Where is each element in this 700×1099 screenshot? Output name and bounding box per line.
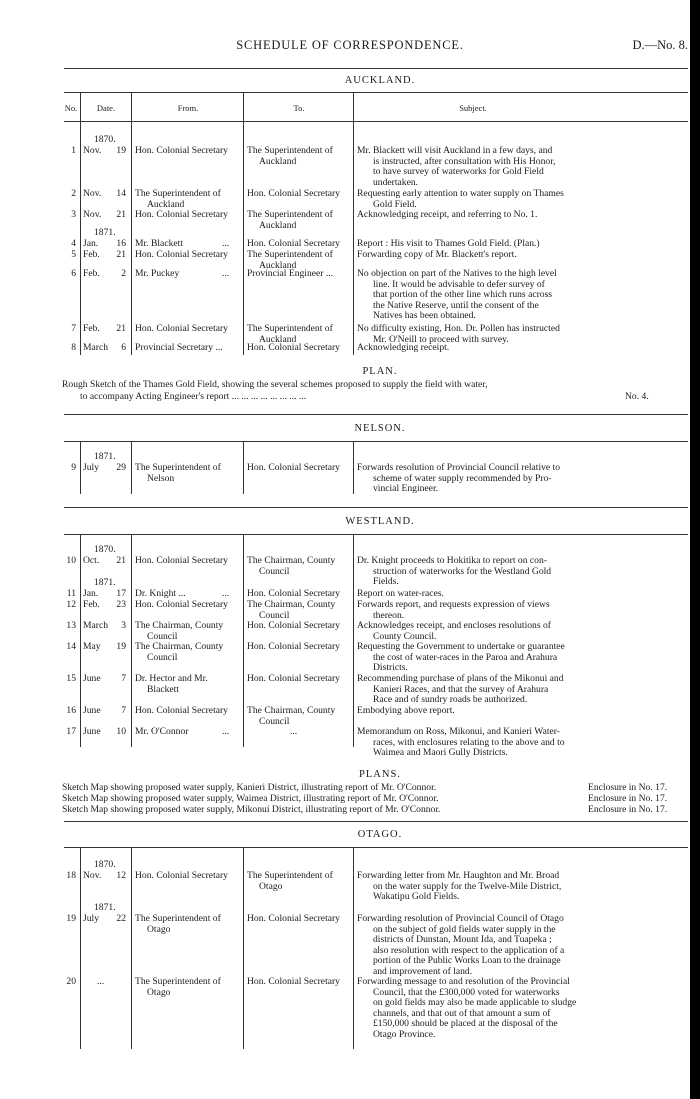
entry-day: 19: [116, 145, 126, 156]
entry-number: 3: [71, 209, 76, 220]
entry-from: The Chairman, County Council: [135, 641, 224, 663]
entry-from: Mr. O'Connor: [135, 726, 189, 737]
entry-month: June: [83, 673, 101, 684]
plans-reference: Enclosure in No. 17.: [588, 804, 668, 815]
column-divider: [131, 848, 132, 1049]
entry-month: March: [83, 620, 109, 631]
plan-reference: No. 4.: [625, 391, 649, 402]
entry-month: May: [83, 641, 101, 652]
column-divider: [131, 535, 132, 747]
entry-from: Hon. Colonial Secretary: [135, 705, 228, 716]
section-heading-auckland: AUCKLAND.: [344, 75, 416, 86]
entry-number: 4: [71, 238, 76, 249]
page-title: SCHEDULE OF CORRESPONDENCE.: [236, 38, 464, 52]
entry-subject: Mr. Blackett will visit Auckland in a few days, and is instructed, after consultation with His Honor, to have survey of waterworks for Gold Field undertaken.: [357, 145, 556, 188]
leader-dots: ...: [222, 238, 230, 249]
section-heading-plan: PLAN.: [362, 366, 398, 377]
entry-number: 2: [71, 188, 76, 199]
entry-from: Mr. Blackett: [135, 238, 183, 249]
entry-from: Provincial Secretary ...: [135, 342, 223, 353]
entry-subject: No difficulty existing, Hon. Dr. Pollen has instructed Mr. O'Neill to proceed with survey.: [357, 323, 560, 345]
page-edge-bar: [690, 0, 700, 1099]
rule: [64, 68, 688, 69]
entry-month: Feb.: [83, 323, 100, 334]
entry-day: 21: [116, 555, 126, 566]
entry-from: Hon. Colonial Secretary: [135, 209, 228, 220]
entry-month: Jan.: [83, 238, 99, 249]
entry-day: 22: [116, 913, 126, 924]
entry-month: Jan.: [83, 588, 99, 599]
entry-day: 21: [116, 323, 126, 334]
rule: [64, 92, 688, 93]
entry-from: Hon. Colonial Secretary: [135, 870, 228, 881]
entry-to: The Superintendent of Auckland: [247, 323, 333, 345]
entry-subject: Report on water-races.: [357, 588, 444, 599]
entry-number: 19: [66, 913, 76, 924]
column-divider: [80, 848, 81, 1049]
entry-month: Nov.: [83, 145, 102, 156]
column-divider: [353, 442, 354, 494]
year-label: 1871.: [94, 577, 116, 588]
column-header-to: To.: [293, 103, 305, 113]
entry-number: 17: [66, 726, 76, 737]
year-label: 1870.: [94, 544, 116, 555]
leader-dots: ...: [222, 726, 230, 737]
column-header-subject: Subject.: [459, 103, 487, 113]
entry-subject: Forwarding message to and resolution of the Provincial Council, that the £300,000 voted for waterworks on gold fields may also be made applicable to sludge channels, and that out of that amount a sum of £150,000 should be placed at the disposal of the Otago Province.: [357, 976, 577, 1040]
entry-number: 14: [66, 641, 76, 652]
entry-from: Hon. Colonial Secretary: [135, 145, 228, 156]
entry-to: Hon. Colonial Secretary: [247, 620, 340, 631]
entry-to: Hon. Colonial Secretary: [247, 238, 340, 249]
section-heading-nelson: NELSON.: [354, 423, 406, 434]
entry-subject: Forwarding copy of Mr. Blackett's report.: [357, 249, 517, 260]
entry-to: The Chairman, County Council: [247, 705, 336, 727]
column-header-no: No.: [64, 103, 78, 113]
year-label: 1870.: [94, 859, 116, 870]
column-divider: [353, 848, 354, 1049]
entry-from: Dr. Knight ...: [135, 588, 186, 599]
year-label: 1871.: [94, 451, 116, 462]
entry-day: 14: [116, 188, 126, 199]
entry-number: 8: [71, 342, 76, 353]
section-heading-otago: OTAGO.: [357, 829, 403, 840]
entry-from: The Superintendent of Auckland: [135, 188, 221, 210]
entry-subject: Report : His visit to Thames Gold Field. (Plan.): [357, 238, 540, 249]
entry-number: 18: [66, 870, 76, 881]
rule: [64, 507, 688, 508]
entry-subject: Memorandum on Ross, Mikonui, and Kanieri Water- races, with enclosures relating to the above and to Waimea and Maori Gully Districts.: [357, 726, 565, 758]
entry-day: 29: [116, 462, 126, 473]
column-divider: [353, 93, 354, 355]
entry-day: 7: [121, 705, 126, 716]
entry-to: The Superintendent of Auckland: [247, 209, 333, 231]
entry-to: Hon. Colonial Secretary: [247, 188, 340, 199]
entry-number: 5: [71, 249, 76, 260]
rule: [64, 847, 688, 848]
column-divider: [243, 535, 244, 747]
column-divider: [353, 535, 354, 747]
entry-day: 12: [116, 870, 126, 881]
entry-subject: Forwarding resolution of Provincial Council of Otago on the subject of gold fields water supply in the districts of Dunstan, Mount Ida, and Tuapeka ; also resolution with respect to the application of a portion of the Public Works Loan to the drainage and improvement of land.: [357, 913, 565, 977]
entry-to: The Superintendent of Otago: [247, 870, 333, 892]
entry-subject: Requesting early attention to water supply on Thames Gold Field.: [357, 188, 564, 210]
column-divider: [243, 442, 244, 494]
entry-to: Hon. Colonial Secretary: [247, 976, 340, 987]
entry-number: 12: [66, 599, 76, 610]
entry-to: The Chairman, County Council: [247, 555, 336, 577]
entry-month: July: [83, 462, 99, 473]
entry-number: 20: [66, 976, 76, 987]
entry-month: Nov.: [83, 870, 102, 881]
plans-reference: Enclosure in No. 17.: [588, 782, 668, 793]
entry-month: Feb.: [83, 599, 100, 610]
year-label: 1870.: [94, 134, 116, 145]
entry-to: ...: [290, 726, 298, 737]
entry-month: Feb.: [83, 249, 100, 260]
section-heading-westland: WESTLAND.: [345, 516, 415, 527]
plans-entry: Sketch Map showing proposed water supply, Waimea District, illustrating report of Mr. O'Connor.: [62, 793, 439, 804]
entry-from: Hon. Colonial Secretary: [135, 249, 228, 260]
entry-to: Provincial Engineer ...: [247, 268, 334, 279]
entry-day: 7: [121, 673, 126, 684]
entry-to: Hon. Colonial Secretary: [247, 913, 340, 924]
rule: [64, 441, 688, 442]
column-divider: [131, 93, 132, 355]
entry-subject: Requesting the Government to undertake or guarantee the cost of water-races in the Paroa and Arahura Districts.: [357, 641, 565, 673]
entry-from: Mr. Puckey: [135, 268, 180, 279]
plan-line-2: to accompany Acting Engineer's report ... ... ... ... ... ... ... ...: [80, 391, 307, 402]
entry-subject: Dr. Knight proceeds to Hokitika to report on con- struction of waterworks for the Westland Gold Fields.: [357, 555, 552, 587]
entry-from: The Chairman, County Council: [135, 620, 224, 642]
entry-day: 19: [116, 641, 126, 652]
entry-day: 21: [116, 209, 126, 220]
entry-from: Hon. Colonial Secretary: [135, 323, 228, 334]
column-header-date: Date.: [96, 103, 116, 113]
entry-number: 16: [66, 705, 76, 716]
column-divider: [243, 848, 244, 1049]
entry-subject: No objection on part of the Natives to the high level line. It would be advisable to defer survey of that portion of the other line which runs across the Native Reserve, until the consent of the Natives has been obtained.: [357, 268, 557, 321]
entry-month: Oct.: [83, 555, 100, 566]
entry-to: Hon. Colonial Secretary: [247, 588, 340, 599]
entry-from: The Superintendent of Otago: [135, 913, 221, 935]
plans-reference: Enclosure in No. 17.: [588, 793, 668, 804]
rule: [64, 821, 688, 822]
entry-month: June: [83, 705, 101, 716]
document-reference: D.—No. 8.: [632, 38, 688, 52]
column-header-from: From.: [177, 103, 199, 113]
entry-number: 11: [66, 588, 76, 599]
entry-day: 23: [116, 599, 126, 610]
rule: [64, 414, 688, 415]
entry-number: 10: [66, 555, 76, 566]
leader-dots: ...: [222, 588, 230, 599]
entry-to: Hon. Colonial Secretary: [247, 462, 340, 473]
entry-number: 6: [71, 268, 76, 279]
entry-month: June: [83, 726, 101, 737]
entry-day: 3: [121, 620, 126, 631]
entry-to: Hon. Colonial Secretary: [247, 673, 340, 684]
entry-day: 10: [116, 726, 126, 737]
rule: [64, 534, 688, 535]
entry-number: 13: [66, 620, 76, 631]
entry-number: 9: [71, 462, 76, 473]
entry-from: The Superintendent of Nelson: [135, 462, 221, 484]
entry-from: Hon. Colonial Secretary: [135, 599, 228, 610]
entry-month: Nov.: [83, 188, 102, 199]
plans-entry: Sketch Map showing proposed water supply, Kanieri District, illustrating report of Mr. O'Connor.: [62, 782, 437, 793]
entry-date: ...: [97, 976, 105, 987]
entry-subject: Forwarding letter from Mr. Haughton and Mr. Broad on the water supply for the Twelve-Mile District, Wakatipu Gold Fields.: [357, 870, 562, 902]
entry-number: 15: [66, 673, 76, 684]
entry-number: 7: [71, 323, 76, 334]
entry-subject: Acknowledges receipt, and encloses resolutions of County Council.: [357, 620, 551, 642]
entry-from: Hon. Colonial Secretary: [135, 555, 228, 566]
section-heading-plans: PLANS.: [359, 769, 401, 780]
entry-day: 6: [121, 342, 126, 353]
entry-subject: Recommending purchase of plans of the Mikonui and Kanieri Races, and that the survey of Arahura Race and of sundry roads be authorized.: [357, 673, 564, 705]
plan-line-1: Rough Sketch of the Thames Gold Field, showing the several schemes proposed to supply the field with water,: [62, 379, 488, 390]
entry-subject: Acknowledging receipt.: [357, 342, 450, 353]
leader-dots: ...: [222, 268, 230, 279]
rule: [64, 121, 688, 122]
entry-subject: Forwards resolution of Provincial Council relative to scheme of water supply recommended by Pro- vincial Engineer.: [357, 462, 561, 494]
entry-day: 17: [116, 588, 126, 599]
entry-to: The Superintendent of Auckland: [247, 145, 333, 167]
column-divider: [243, 93, 244, 355]
year-label: 1871.: [94, 227, 116, 238]
entry-subject: Acknowledging receipt, and referring to No. 1.: [357, 209, 538, 220]
entry-day: 2: [121, 268, 126, 279]
entry-day: 21: [116, 249, 126, 260]
year-label: 1871.: [94, 902, 116, 913]
entry-month: Nov.: [83, 209, 102, 220]
entry-from: Dr. Hector and Mr. Blackett: [135, 673, 208, 695]
entry-to: The Superintendent of Auckland: [247, 249, 333, 271]
entry-month: Feb.: [83, 268, 100, 279]
entry-to: Hon. Colonial Secretary: [247, 342, 340, 353]
entry-to: Hon. Colonial Secretary: [247, 641, 340, 652]
entry-subject: Forwards report, and requests expression of views thereon.: [357, 599, 550, 621]
column-divider: [80, 535, 81, 747]
entry-to: The Chairman, County Council: [247, 599, 336, 621]
entry-number: 1: [71, 145, 76, 156]
column-divider: [80, 442, 81, 494]
entry-month: July: [83, 913, 99, 924]
column-divider: [80, 93, 81, 355]
entry-month: March: [83, 342, 109, 353]
entry-day: 16: [116, 238, 126, 249]
entry-from: The Superintendent of Otago: [135, 976, 221, 998]
plans-entry: Sketch Map showing proposed water supply, Mikonui District, illustrating report of Mr. O'Connor.: [62, 804, 441, 815]
entry-subject: Embodying above report.: [357, 705, 455, 716]
column-divider: [131, 442, 132, 494]
